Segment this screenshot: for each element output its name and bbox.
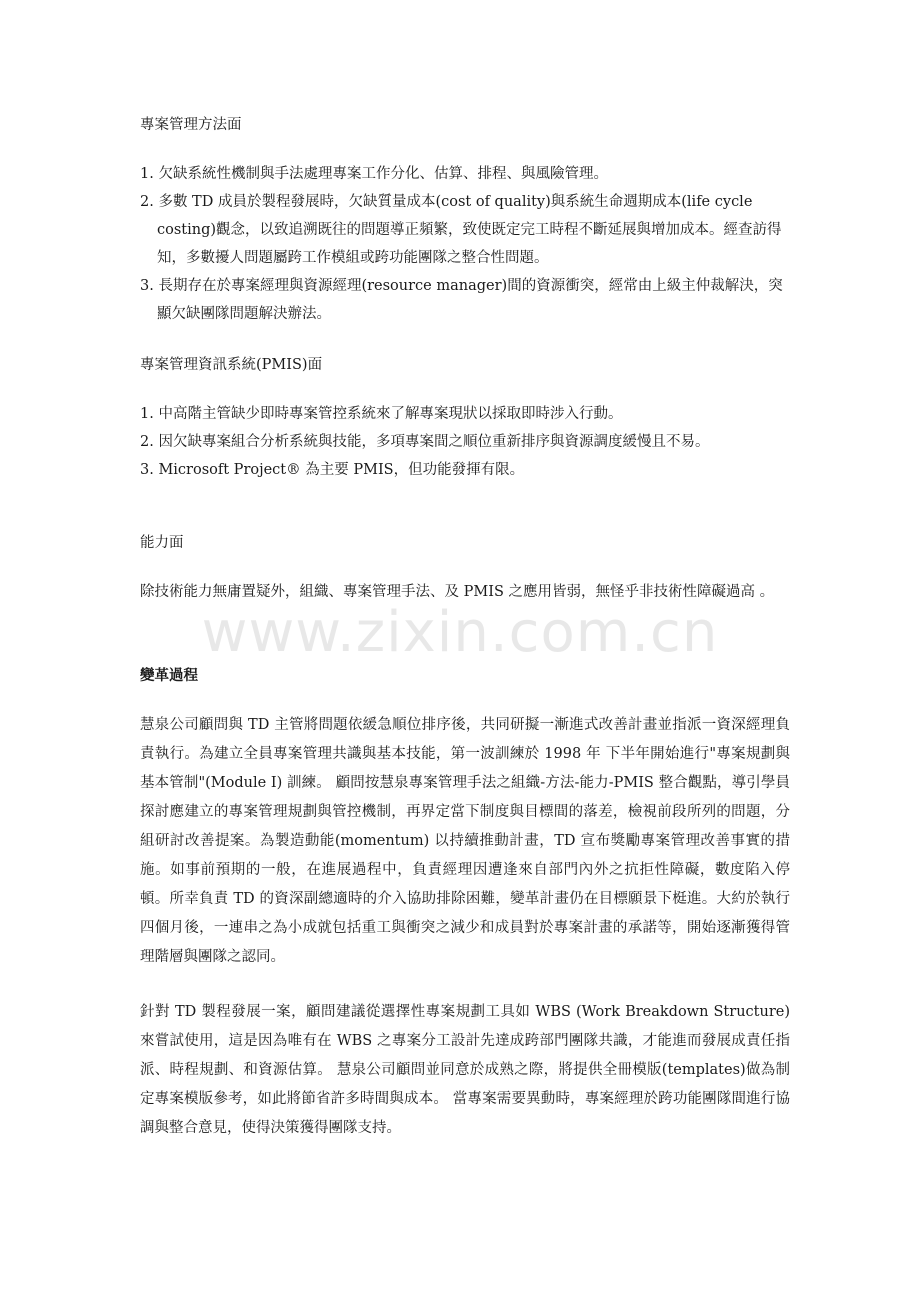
- list-item: 3. Microsoft Project® 為主要 PMIS，但功能發揮有限。: [140, 462, 525, 478]
- list-item: 3. 長期存在於專案經理與資源經理(resource manager)間的資源衝突，經常由上級主仲裁解決，突顯欠缺團隊問題解決辦法。: [140, 278, 783, 322]
- list-item: 1. 中高階主管缺少即時專案管控系統來了解專案現狀以採取即時涉入行動。: [140, 406, 623, 422]
- section-heading-capability: 能力面: [140, 535, 184, 551]
- change-paragraph-2: 針對 TD 製程發展一案，顧問建議從選擇性專案規劃工具如 WBS (Work Breakdown Structure)來嘗試使用，這是因為唯有在 WBS 之專案分工設計先達成跨部門團隊共識，才能進而發展成責任指派、時程規劃、和資源估算。 慧泉公司顧問並同意於成熟之際，將提供全冊模版(templates)做為制定專案模版參考，如此將節省許多時間與成本。 當專案需要異動時，專案經理於跨功能團隊間進行協調與整合意見，使得決策獲得團隊支持。: [140, 1004, 790, 1136]
- spacer: [140, 508, 790, 530]
- capability-paragraph: 除技術能力無庸置疑外，組織、專案管理手法、及 PMIS 之應用皆弱，無怪乎非技術性障礙過高 。: [140, 584, 775, 600]
- section-heading-change: 變革過程: [140, 667, 198, 684]
- list-item: 2. 多數 TD 成員於製程發展時，欠缺質量成本(cost of quality)與系統生命週期成本(life cycle costing)觀念，以致追溯既往的問題導正頻繁，致使既定完工時程不斷延展與增加成本。經查訪得知，多數擾人問題屬跨工作模組或跨功能團隊之整合性問題。: [140, 194, 782, 266]
- section-heading-pmis: 專案管理資訊系統(PMIS)面: [140, 357, 323, 373]
- list-item: 1. 欠缺系統性機制與手法處理專案工作分化、估算、排程、與風險管理。: [140, 166, 608, 182]
- change-paragraph-1: 慧泉公司顧問與 TD 主管將問題依緩急順位排序後，共同研擬一漸進式改善計畫並指派一資深經理負責執行。為建立全員專案管理共識與基本技能，第一波訓練於 1998 年 下半年開始進行"專案規劃與基本管制"(Module I) 訓練。 顧問按慧泉專案管理手法之組織-方法-能力-PMIS 整合觀點，導引學員探討應建立的專案管理規劃與管控機制，再界定當下制度與目標間的落差，檢視前段所列的問題，分組研討改善提案。為製造動能(momentum) 以持續推動計畫，TD 宣布獎勵專案管理改善事實的措施。如事前預期的一般，在進展過程中，負責經理因遭逢來自部門內外之抗拒性障礙，數度陷入停頓。所幸負責 TD 的資深副總適時的介入協助排除困難，變革計畫仍在目標願景下梃進。大約於執行四個月後，一連串之為小成就包括重工與衝突之減少和成員對於專案計畫的承諾等，開始逐漸獲得管理階層與團隊之認同。: [140, 717, 790, 965]
- watermark-text: www.zixin.com.cn: [201, 600, 719, 665]
- list-item: 2. 因欠缺專案組合分析系統與技能，多項專案間之順位重新排序與資源調度緩慢且不易。: [140, 434, 710, 450]
- methods-list: [140, 160, 790, 328]
- document-content: [140, 112, 790, 1169]
- pmis-list: [140, 400, 790, 484]
- spacer: [140, 633, 790, 663]
- section-heading-methods: 專案管理方法面: [140, 117, 242, 133]
